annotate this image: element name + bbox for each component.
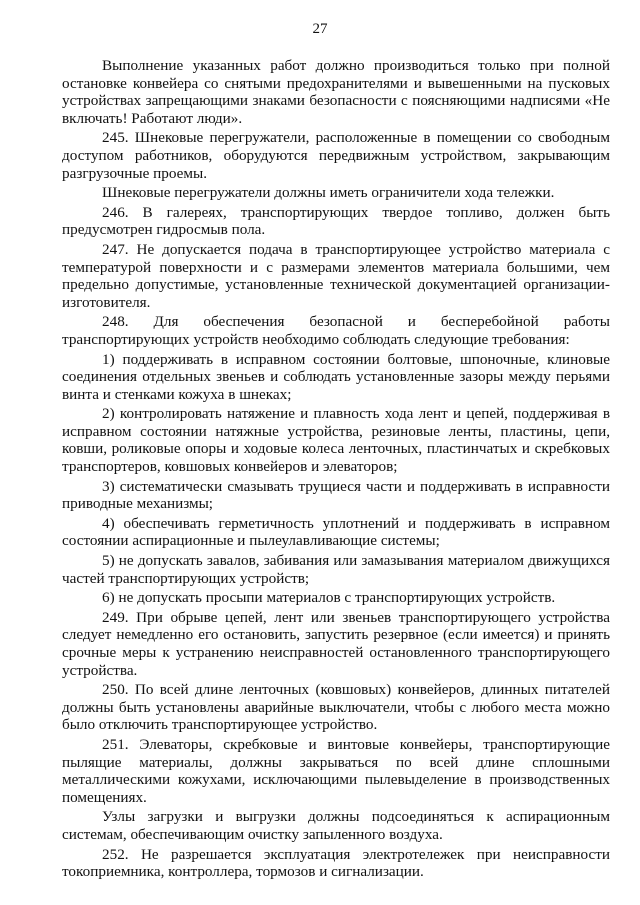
paragraph-247: 247. Не допускается подача в транспортирующее устройство материала с температурой поверхности и с размерами элементов материала большими, чем предельно допустимые, установленные технической документацией организации-изготовителя. (62, 240, 610, 311)
paragraph-252: 252. Не разрешается эксплуатация электротележек при неисправности токоприемника, контроллера, тормозов и сигнализации. (62, 845, 610, 881)
paragraph-251-continued: Узлы загрузки и выгрузки должны подсоединяться к аспирационным системам, обеспечивающим очистку запыленного воздуха. (62, 808, 610, 843)
paragraph-248-item-5: 5) не допускать завалов, забивания или замазывания материалом движущихся частей транспортирующих устройств; (62, 552, 610, 587)
paragraph-245: 245. Шнековые перегружатели, расположенные в помещении со свободным доступом работников, оборудуются передвижным устройством, закрывающим разгрузочные проемы. (62, 129, 610, 182)
paragraph-248-item-3: 3) систематически смазывать трущиеся части и поддерживать в исправности приводные механизмы; (62, 477, 610, 513)
paragraph-248-item-2: 2) контролировать натяжение и плавность хода лент и цепей, поддерживая в исправном состоянии натяжные устройства, резиновые ленты, пластины, цепи, ковши, роликовые опоры и ходовые колеса ленточных, пластинчатых и скребковых транспортеров, ковшовых конвейеров и элеваторов; (62, 405, 610, 476)
paragraph-249: 249. При обрыве цепей, лент или звеньев транспортирующего устройства следует немедленно его остановить, запустить резервное (если имеется) и принять срочные меры к устранению неисправностей остановленного транспортирующего устройства. (62, 608, 610, 679)
paragraph-248-item-6: 6) не допускать просыпи материалов с транспортирующих устройств. (102, 589, 556, 607)
paragraph-245-continued: Шнековые перегружатели должны иметь ограничители хода тележки. (102, 184, 555, 202)
paragraph-248: 248. Для обеспечения безопасной и бесперебойной работы транспортирующих устройств необходимо соблюдать следующие требования: (62, 313, 610, 348)
paragraph-251: 251. Элеваторы, скребковые и винтовые конвейеры, транспортирующие пылящие материалы, должны закрываться по всей длине сплошными металлическими кожухами, исключающими пылевыделение в производственных помещениях. (62, 735, 610, 806)
paragraph-intro: Выполнение указанных работ должно производиться только при полной остановке конвейера со снятыми предохранителями и вывешенными на пусковых устройствах запрещающими знаками безопасности с поясняющими надписями «Не включать! Работают люди». (62, 57, 610, 127)
paragraph-248-item-4: 4) обеспечивать герметичность уплотнений и поддерживать в исправном состоянии аспирационные и пылеулавливающие системы; (62, 514, 610, 550)
paragraph-246: 246. В галереях, транспортирующих твердое топливо, должен быть предусмотрен гидросмыв пола. (62, 203, 610, 239)
paragraph-248-item-1: 1) поддерживать в исправном состоянии болтовые, шпоночные, клиновые соединения отдельных звеньев и соблюдать установленные зазоры между перьями винта и стенками кожуха в шнеках; (62, 350, 610, 403)
paragraph-250: 250. По всей длине ленточных (ковшовых) конвейеров, длинных питателей должны быть установлены аварийные выключатели, чтобы с любого места можно было отключить транспортирующее устройство. (62, 681, 610, 734)
page-number: 27 (312, 21, 328, 37)
document-body (62, 57, 610, 883)
